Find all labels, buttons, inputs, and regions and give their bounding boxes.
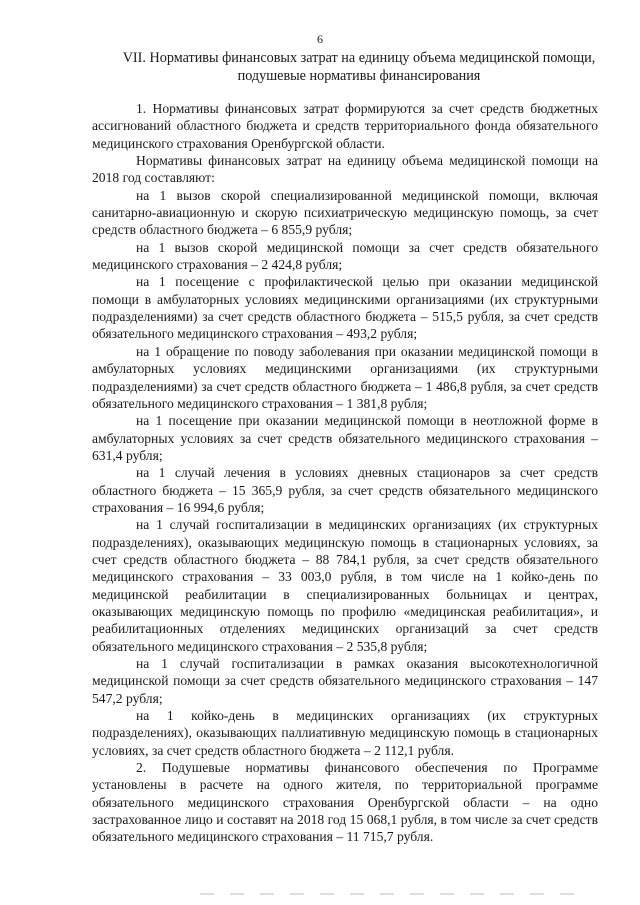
paragraph: на 1 обращение по поводу заболевания при оказании медицинской помощи в амбулаторных условиях медицинскими организациями (их структурными подразделениями) за счет средств областного бюджета – 1 486,8 рубля, за счет средств обязательного медицинского страхования – 1 381,8 рубля; [92, 343, 598, 411]
paragraph: 1. Нормативы финансовых затрат формируются за счет средств бюджетных ассигнований областного бюджета и средств территориального фонда обязательного медицинского страхования Оренбургской области. [92, 101, 598, 151]
paragraph: на 1 посещение при оказании медицинской помощи в неотложной форме в амбулаторных условиях за счет средств обязательного медицинского страхования – 631,4 рубля; [92, 413, 598, 463]
section-heading: VII. Нормативы финансовых затрат на единицу объема медицинской помощи, подушевые нормативы финансирования [122, 50, 596, 84]
paragraph: на 1 посещение с профилактической целью при оказании медицинской помощи в амбулаторных условиях медицинскими организациями (их структурными подразделениями) за счет средств областного бюджета – 515,5 рубля, за счет средств обязательного медицинского страхования – 493,2 рубля; [92, 274, 598, 342]
page-number: 6 [317, 32, 323, 46]
scan-artifact [200, 893, 580, 895]
paragraph: 2. Подушевые нормативы финансового обеспечения по Программе установлены в расчете на одного жителя, по территориальной программе обязательного медицинского страхования Оренбургской области – на одно застрахованное лицо и составят на 2018 год 15 068,1 рубля, в том числе за счет средств обязательного медицинского страхования – 11 715,7 рубля. [92, 760, 598, 845]
paragraph: на 1 койко-день в медицинских организациях (их структурных подразделениях), оказывающих паллиативную медицинскую помощь в стационарных условиях, за счет средств областного бюджета – 2 112,1 рубля. [92, 708, 598, 758]
document-body [92, 100, 598, 846]
paragraph: на 1 случай госпитализации в медицинских организациях (их структурных подразделениях), оказывающих медицинскую помощь в стационарных условиях, за счет средств областного бюджета – 88 784,1 рубля, за счет средств обязательного медицинского страхования – 33 003,0 рубля, в том числе на 1 койко-день по медицинской реабилитации в специализированных больницах и центрах, оказывающих медицинскую помощь по профилю «медицинская реабилитация», и реабилитационных отделениях медицинских организаций за счет средств обязательного медицинского страхования – 2 535,8 рубля; [92, 517, 598, 654]
paragraph: на 1 вызов скорой медицинской помощи за счет средств обязательного медицинского страхования – 2 424,8 рубля; [92, 239, 598, 273]
paragraph: на 1 вызов скорой специализированной медицинской помощи, включая санитарно-авиационную и скорую психиатрическую медицинскую помощь, за счет средств областного бюджета – 6 855,9 рубля; [92, 187, 598, 238]
paragraph: на 1 случай госпитализации в рамках оказания высокотехнологичной медицинской помощи за счет средств обязательного медицинского страхования – 147 547,2 рубля; [92, 656, 598, 706]
paragraph: на 1 случай лечения в условиях дневных стационаров за счет средств областного бюджета – 15 365,9 рубля, за счет средств обязательного медицинского страхования – 16 994,6 рубля; [92, 465, 598, 515]
paragraph: Нормативы финансовых затрат на единицу объема медицинской помощи на 2018 год составляют: [92, 153, 598, 186]
